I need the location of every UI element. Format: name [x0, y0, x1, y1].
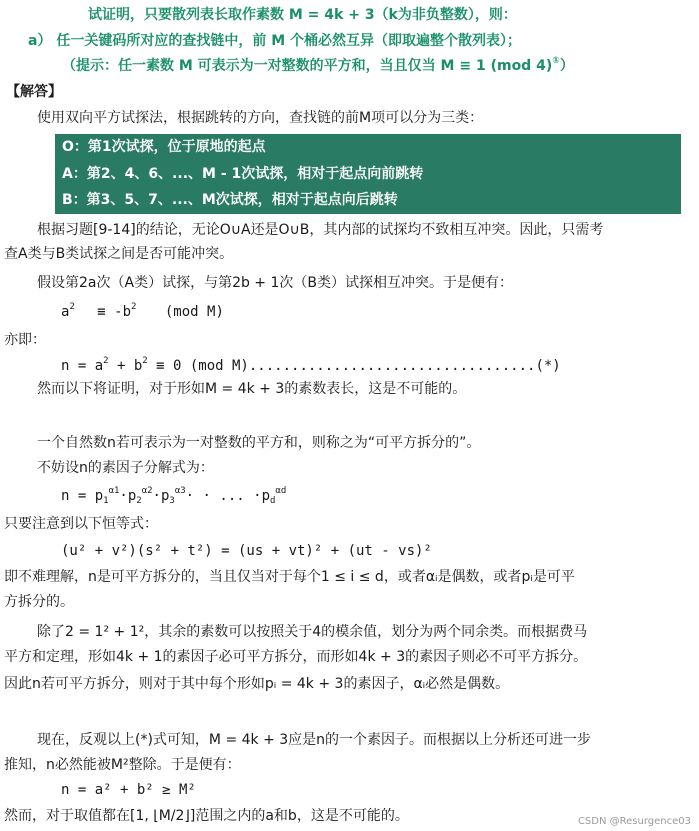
- para7-line2: 方拆分的。: [4, 594, 74, 610]
- para2: 假设第2a次（A类）试探，与第2b + 1次（B类）试探相互冲突。于是便有：: [37, 275, 513, 291]
- para1-line1: 根据习题[9-14]的结论，无论O∪A还是O∪B，其内部的试探均不致相互冲突。因此，只需考: [37, 222, 604, 238]
- intro-text: 使用双向平方试探法，根据跳转的方向，查找链的前M项可以分为三类：: [37, 110, 484, 126]
- equation-3: $n = p_1^{\alpha 1}\cdot p_2^{\alpha 2}\cdot p_3^{\alpha 3}\cdot$ · ... $\cdot p_d^{\alpha d}$: [61, 486, 287, 506]
- class-b: B：第3、5、7、...、M次试探，相对于起点向后跳转: [62, 192, 398, 208]
- answer-title: 【解答】: [6, 84, 62, 100]
- para5: 不妨设n的素因子分解式为：: [37, 460, 214, 476]
- equation-2: $n = a^2 + b^2 \equiv 0$ (mod M)..................................(*): [61, 356, 561, 374]
- part-a-statement: a） 任一关键码所对应的查找链中，前 M 个桶必然互异（即取遍整个散列表）；: [28, 33, 521, 49]
- equation-1: $a^2 \equiv -b^2$ (mod M): [61, 302, 224, 320]
- para9-line1: 现在，反观以上(*)式可知，M = 4k + 3应是n的一个素因子。而根据以上分析还可进一步: [37, 732, 592, 748]
- hint-text: （提示：任一素数 M 可表示为一对整数的平方和，当且仅当 M ≡ 1 (mod 4): [62, 58, 553, 74]
- class-a: A：第2、4、6、...、M - 1次试探，相对于起点向前跳转: [62, 166, 424, 182]
- para9-line2: 推知，n必然能被M²整除。于是便有：: [4, 757, 241, 773]
- footnote-mark: ①: [552, 56, 560, 66]
- para8-line2: 平方和定理，形如4k + 1的素因子必可平方拆分，而形如4k + 3的素因子则必不可平方拆分。: [4, 649, 588, 665]
- para8-line1: 除了2 = 1² + 1²，其余的素数可以按照关于4的模余值，划分为两个同余类。而根据费马: [37, 624, 588, 640]
- yiji-label: 亦即：: [4, 332, 46, 348]
- hint-close: ）: [559, 58, 574, 74]
- classes-box: [55, 134, 681, 214]
- problem-statement: 试证明，只要散列表长取作素数 M = 4k + 3（k为非负整数），则：: [88, 7, 517, 23]
- watermark: CSDN @Resurgence03: [577, 816, 691, 827]
- para4: 一个自然数n若可表示为一对整数的平方和，则称之为“可平方拆分的”。: [37, 435, 481, 451]
- para10: 然而，对于取值都在[1, ⌊M/2⌋]范围之内的a和b，这是不可能的。: [4, 808, 409, 824]
- para1-line2: 查A类与B类试探之间是否可能冲突。: [4, 246, 234, 262]
- equation-5: n = a² + b² ≥ M²: [61, 782, 196, 798]
- class-o: O：第1次试探，位于原地的起点: [62, 139, 266, 155]
- para3: 然而以下将证明，对于形如M = 4k + 3的素数表长，这是不可能的。: [37, 381, 467, 397]
- hint-line: [62, 56, 574, 76]
- para8-line3: 因此n若可平方拆分，则对于其中每个形如pᵢ = 4k + 3的素因子，αᵢ必然是偶数。: [4, 676, 510, 692]
- para7-line1: 即不难理解，n是可平方拆分的，当且仅当对于每个1 ≤ i ≤ d，或者αᵢ是偶数，或者pᵢ是可平: [4, 569, 575, 585]
- equation-4: (u² + v²)(s² + t²) = (us + vt)² + (ut - vs)²: [61, 543, 432, 559]
- para6: 只要注意到以下恒等式：: [4, 516, 158, 532]
